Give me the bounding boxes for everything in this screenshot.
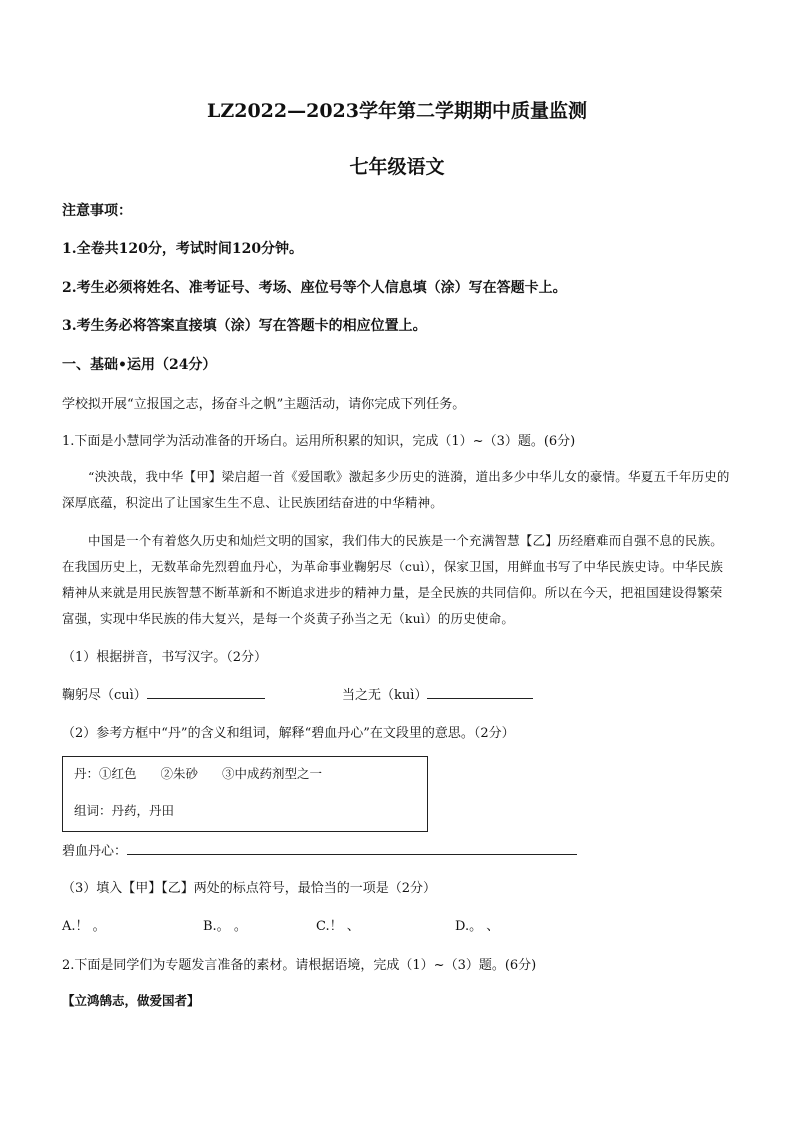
question-2-stem: 2.下面是同学们为专题发言准备的素材。请根据语境，完成（1）~（3）题。(6分)	[62, 958, 537, 973]
subquestion-2-label: （2）参考方框中“丹”的含义和组词，解释“碧血丹心”在文段里的意思。（2分）	[62, 726, 515, 741]
note-item-1: 1.全卷共120分，考试时间120分钟。	[62, 241, 304, 257]
note-item-2: 2.考生必须将姓名、准考证号、考场、座位号等个人信息填（涂）写在答题卡上。	[62, 280, 567, 296]
fill-blank-cui-label: 鞠躬尽（cuì）	[62, 688, 147, 703]
page-title: LZ2022—2023学年第二学期期中质量监测	[207, 100, 587, 122]
page-subtitle: 七年级语文	[349, 156, 445, 178]
fill-blank-cui-line	[147, 684, 265, 699]
fill-blank-kui	[342, 684, 533, 703]
section-heading: 一、基础•运用（24分）	[62, 357, 217, 373]
passage-paragraph-1: “泱泱哉，我中华【甲】梁启超一首《爱国歌》激起多少历史的涟漪，道出多少中华儿女的豪情。华夏五千年历史的深厚底蕴，积淀出了让国家生生不息、让民族团结奋进的中华精神。	[62, 469, 730, 510]
meaning-2: ②朱砂	[160, 766, 199, 781]
question-2-subheading: 【立鸿鹄志，做爱国者】	[62, 993, 200, 1008]
definition-box-words: 组词：丹药，丹田	[74, 803, 175, 818]
option-a: A.！ 。	[62, 919, 106, 934]
fill-blank-kui-label: 当之无（kuì）	[342, 688, 428, 703]
section-intro: 学校拟开展“立报国之志，扬奋斗之帆”主题活动，请你完成下列任务。	[62, 397, 466, 412]
subquestion-1-label: （1）根据拼音，书写汉字。（2分）	[62, 650, 268, 665]
meaning-3: ③中成药剂型之一	[222, 766, 323, 781]
definition-box-meanings	[74, 764, 322, 782]
option-d: D.。 、	[455, 919, 500, 934]
option-c: C.！ 、	[316, 919, 360, 934]
question-1-stem: 1.下面是小慧同学为活动准备的开场白。运用所积累的知识，完成（1）~（3）题。(6分)	[62, 434, 576, 449]
fill-blank-kui-line	[427, 684, 533, 699]
answer-line-label: 碧血丹心：	[62, 844, 128, 859]
note-item-3: 3.考生务必将答案直接填（涂）写在答题卡的相应位置上。	[62, 318, 427, 334]
answer-line-bixue	[62, 840, 577, 859]
meaning-1: ①红色	[99, 766, 137, 781]
answer-line	[127, 840, 577, 855]
fill-blank-cui	[62, 684, 265, 703]
notes-heading: 注意事项：	[62, 203, 132, 219]
dan-char-label: 丹：	[74, 766, 100, 781]
passage-paragraph-2: 中国是一个有着悠久历史和灿烂文明的国家，我们伟大的民族是一个充满智慧【乙】历经磨难而自强不息的民族。在我国历史上，无数革命先烈碧血丹心，为革命事业鞠躬尽（cuì），保家卫国，用鲜血书写了中华民族史诗。中华民族精神从来就是用民族智慧不断革新和不断追求进步的精神力量，是全民族的共同信仰。所以在今天，把祖国建设得繁荣富强，实现中华民族的伟大复兴，是每一个炎黄子孙当之无（kuì）的历史使命。	[62, 533, 724, 626]
option-b: B.。 。	[203, 919, 247, 934]
subquestion-3-label: （3）填入【甲】【乙】两处的标点符号，最恰当的一项是（2分）	[62, 881, 437, 896]
